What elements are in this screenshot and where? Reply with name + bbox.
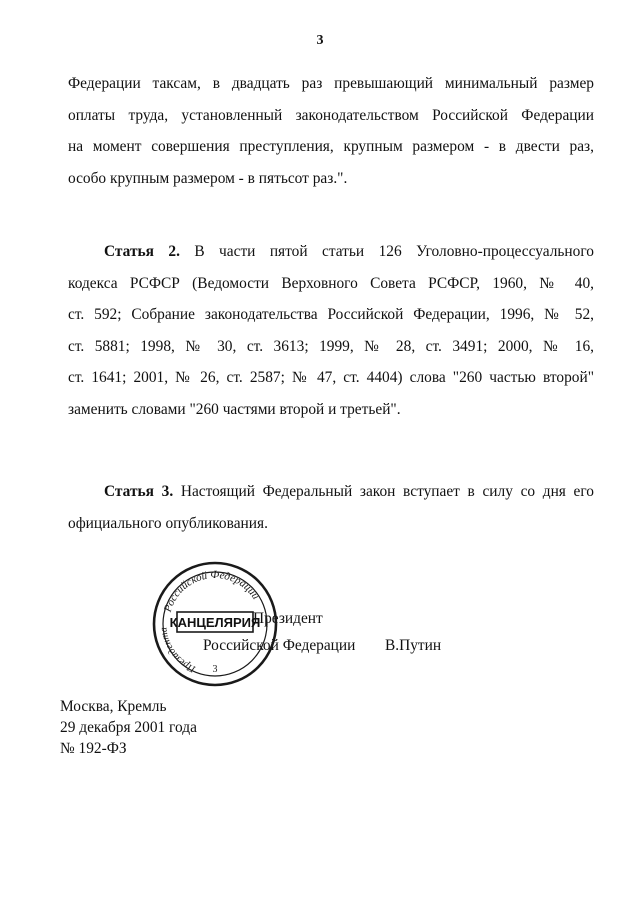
text-line: оплаты труда, установленный законодательством Российской Федерации	[68, 106, 594, 124]
text-line: на момент совершения преступления, крупным размером - в двести раз,	[68, 138, 594, 156]
article-3-paragraph	[68, 476, 594, 539]
signature-title: Президент	[253, 610, 323, 627]
text-line: официального опубликования.	[68, 514, 268, 532]
stamp-number: 3	[212, 664, 218, 675]
text-line: кодекса РСФСР (Ведомости Верховного Совета РСФСР, 1960, № 40,	[68, 274, 594, 292]
page-number: 3	[316, 33, 324, 48]
text-line: ст. 592; Собрание законодательства Российской Федерации, 1996, № 52,	[68, 306, 594, 324]
date: 29 декабря 2001 года	[60, 719, 197, 736]
text-line	[68, 236, 594, 268]
text-line: ст. 5881; 1998, № 30, ст. 3613; 1999, № 28, ст. 3491; 2000, № 16,	[68, 337, 594, 355]
article-3-label: Статья 3.	[104, 483, 174, 500]
article-2-paragraph	[68, 236, 594, 426]
text-line	[68, 476, 594, 508]
signatory-name: В.Путин	[385, 637, 442, 654]
article-3-text: Настоящий Федеральный закон вступает в силу со дня его	[180, 483, 594, 500]
stamp-ring-left-text: Президента	[158, 626, 198, 675]
article-2-label: Статья 2.	[104, 243, 180, 260]
place-date-block	[60, 696, 197, 759]
text-line: ст. 1641; 2001, № 26, ст. 2587; № 47, ст. 4404) слова "260 частью второй"	[68, 369, 594, 387]
official-stamp	[151, 560, 279, 688]
paragraph-continuation	[68, 68, 594, 194]
text-line: Федерации таксам, в двадцать раз превышающий минимальный размер	[68, 75, 594, 92]
stamp-center-text: КАНЦЕЛЯРИЯ	[169, 615, 261, 630]
signature-title: Российской Федерации	[203, 637, 356, 654]
place: Москва, Кремль	[60, 698, 167, 715]
text-line: заменить словами "260 частями второй и третьей".	[68, 400, 401, 418]
text-line: особо крупным размером - в пятьсот раз.".	[68, 169, 348, 187]
law-number: № 192-ФЗ	[60, 740, 127, 757]
article-2-text: В части пятой статьи 126 Уголовно-процессуального	[194, 243, 594, 260]
stamp-ring-top-text: Российской Федерации	[161, 568, 262, 614]
